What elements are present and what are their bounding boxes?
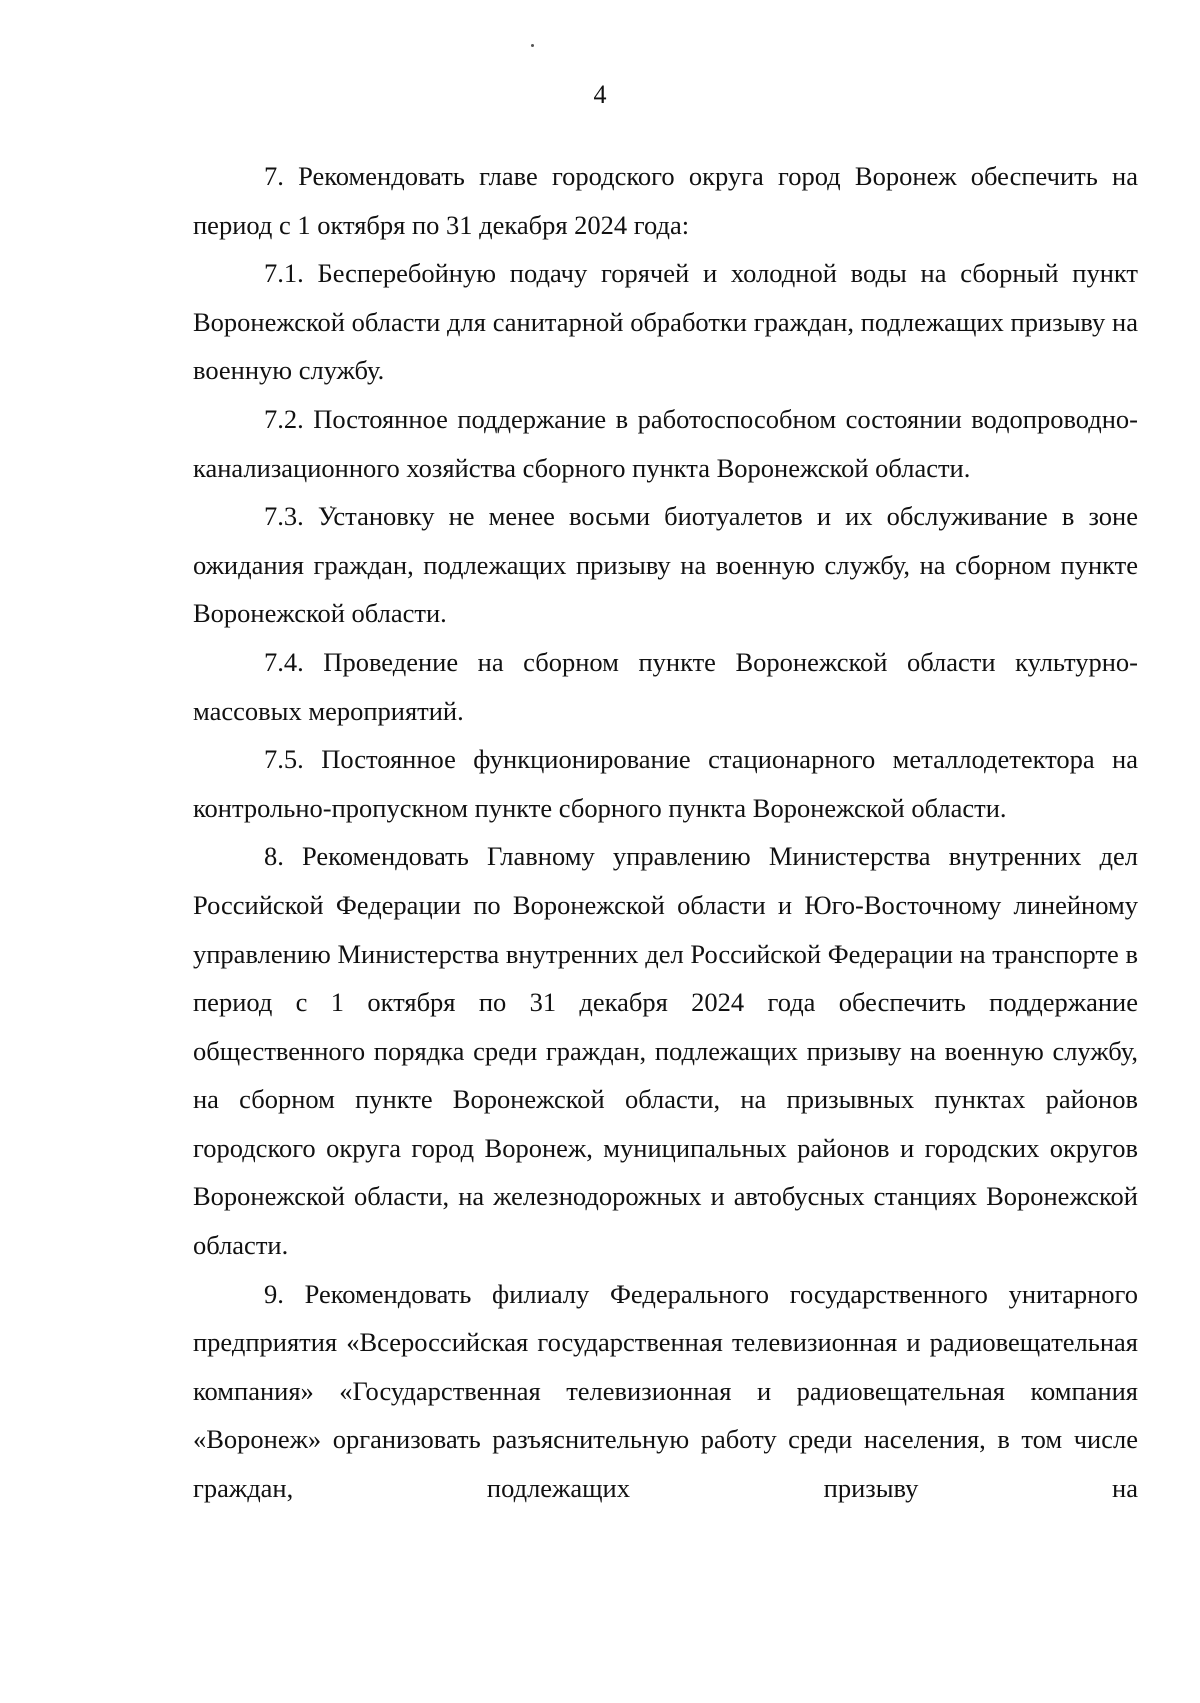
page-number: 4 bbox=[593, 80, 607, 109]
paragraph-7-1: 7.1. Бесперебойную подачу горячей и холодной воды на сборный пункт Воронежской области для санитарной обработки граждан, подлежащих призыву на военную службу. bbox=[193, 258, 1138, 386]
paragraph-7-3: 7.3. Установку не менее восьми биотуалетов и их обслуживание в зоне ожидания граждан, подлежащих призыву на военную службу, на сборном пункте Воронежской области. bbox=[193, 501, 1138, 629]
paragraph-8: 8. Рекомендовать Главному управлению Министерства внутренних дел Российской Федерации по Воронежской области и Юго-Восточному линейному управлению Министерства внутренних дел Российской Федерации на транспорте в период с 1 октября по 31 декабря 2024 года обеспечить поддержание общественного порядка среди граждан, подлежащих призыву на военную службу, на сборном пункте Воронежской области, на призывных пунктах районов городского округа город Воронеж, муниципальных районов и городских округов Воронежской области, на железнодорожных и автобусных станциях Воронежской области. bbox=[193, 841, 1138, 1261]
paragraph-9: 9. Рекомендовать филиалу Федерального государственного унитарного предприятия «Всероссийская государственная телевизионная и радиовещательная компания» «Государственная телевизионная и радиовещательная компания «Воронеж» организовать разъяснительную работу среди населения, в том числе граждан, подлежащих призыву на bbox=[193, 1278, 1138, 1504]
paragraph-7-4: 7.4. Проведение на сборном пункте Воронежской области культурно-массовых мероприятий. bbox=[193, 646, 1138, 726]
paragraph-7-2: 7.2. Постоянное поддержание в работоспособном состоянии водопроводно-канализационного хозяйства сборного пункта Воронежской области. bbox=[193, 403, 1138, 483]
paragraph-7: 7. Рекомендовать главе городского округа город Воронеж обеспечить на период с 1 октября по 31 декабря 2024 года: bbox=[193, 161, 1138, 240]
paragraph-7-5: 7.5. Постоянное функционирование стационарного металлодетектора на контрольно-пропускном пункте сборного пункта Воронежской области. bbox=[193, 744, 1138, 823]
document-body bbox=[193, 152, 1138, 1513]
scan-speck bbox=[531, 44, 534, 47]
